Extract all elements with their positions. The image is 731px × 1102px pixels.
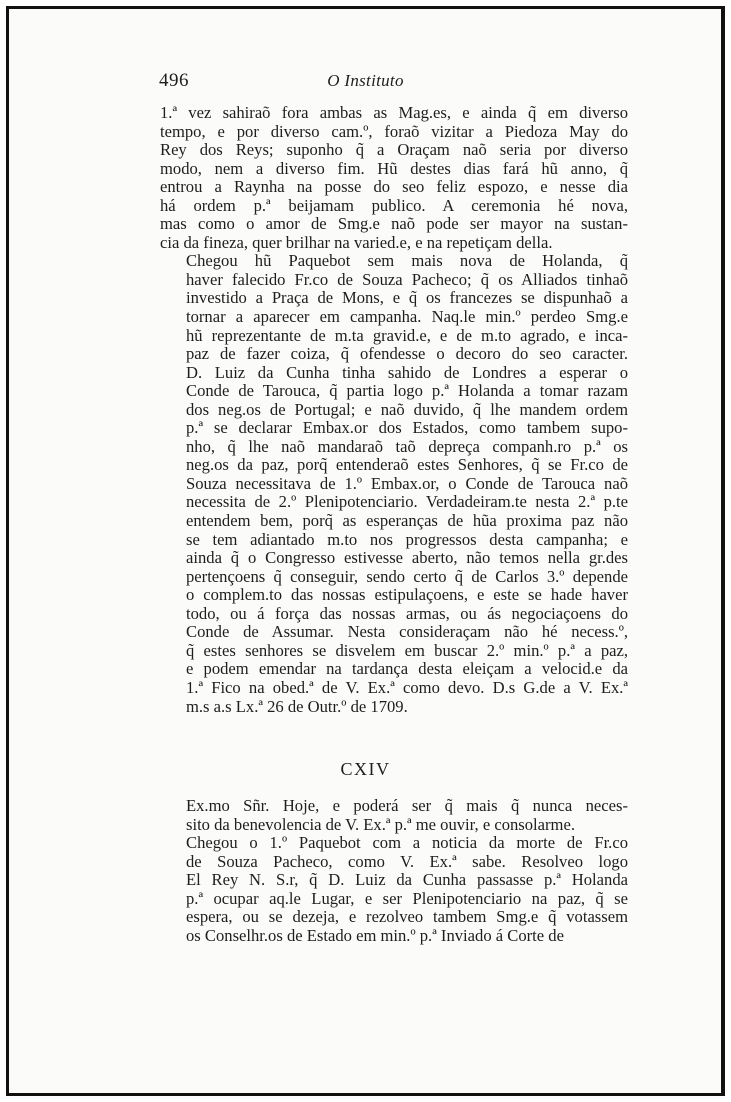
text-line: investido a Praça de Mons, e q̃ os francezes se dispunhaõ a <box>186 288 628 308</box>
letter-continued-text <box>160 104 628 716</box>
page-number: 496 <box>159 70 189 91</box>
text-line: todo, ou á força das nossas armas, ou ás negociaçoens do <box>186 603 628 623</box>
section-heading: CXIV <box>340 759 391 779</box>
text-line: Conde de Assumar. Nesta consideraçam não hé necess.º, <box>186 622 628 642</box>
text-line: Ex.mo Sñr. Hoje, e poderá ser q̃ mais q̃ nunca neces- <box>186 796 628 815</box>
text-line: tornar a aparecer em campanha. Naq.le min.º perdeo Smg.e <box>186 307 628 327</box>
text-line: mas como o amor de Smg.e naõ pode ser mayor na sustan- <box>160 214 628 234</box>
text-line: paz de fazer coiza, q̃ ofendesse o decoro do seo caracter. <box>186 344 628 364</box>
paragraph <box>160 797 628 834</box>
text-line: neg.os da paz, porq̃ entenderaõ estes Senhores, q̃ se Fr.co de <box>186 455 628 475</box>
text-line: os Conselhr.os de Estado em min.º p.ª Inviado á Corte de <box>186 925 564 945</box>
text-line: haver falecido Fr.co de Souza Pacheco; q̃ os Alliados tinhaõ <box>186 269 628 289</box>
text-line: hũ reprezentante de m.ta gravid.e, e de m.to agrado, e inca- <box>186 325 628 345</box>
text-line: Rey dos Reys; suponho q̃ a Oraçam naõ seria por diverso <box>160 140 628 160</box>
text-line: entendem bem, porq̃ as esperanças de hũa proxima paz não <box>186 511 628 531</box>
text-line: necessita de 2.º Plenipotenciario. Verdadeiram.te nesta 2.ª p.te <box>186 492 628 512</box>
text-line: ainda q̃ o Congresso estivesse aberto, não temos nella gr.des <box>186 548 628 568</box>
text-line: espera, ou se dezeja, e rezolveo tambem Smg.e q̃ votassem <box>186 907 628 927</box>
text-line: El Rey N. S.r, q̃ D. Luiz da Cunha passasse p.ª Holanda <box>186 870 628 890</box>
running-title: O Instituto <box>327 71 404 90</box>
text-line: p.ª se declarar Embax.or dos Estados, como tambem supo- <box>186 418 628 438</box>
page-header <box>0 70 731 94</box>
paragraph <box>160 834 628 945</box>
text-line: pertençoens q̃ conseguir, sendo certo q̃ de Carlos 3.º depende <box>186 566 628 586</box>
text-line: Chegou o 1.º Paquebot com a noticia da morte de Fr.co <box>186 833 628 853</box>
text-line: dos neg.os de Portugal; e naõ duvido, q̃ lhe mandem ordem <box>186 399 628 419</box>
text-line: modo, nem a diverso fim. Hũ destes dias fará hũ anno, q̃ <box>160 158 628 178</box>
text-line: sito da benevolencia de V. Ex.ª p.ª me ouvir, e consolarme. <box>186 814 575 834</box>
text-line: nho, q̃ lhe naõ mandaraõ taõ depreça companh.ro p.ª os <box>186 436 628 456</box>
new-letter-text <box>160 797 628 945</box>
text-line: D. Luiz da Cunha tinha sahido de Londres a esperar o <box>186 362 628 382</box>
paragraph <box>160 104 628 252</box>
text-line: cia da fineza, quer brilhar na varied.e, e na repetiçam della. <box>160 232 553 252</box>
text-line: o complem.to das nossas estipulaçoens, e este se hade haver <box>186 585 628 605</box>
text-line: de Souza Pacheco, como V. Ex.ª sabe. Resolveo logo <box>186 851 628 871</box>
text-line: m.s a.s Lx.ª 26 de Outr.º de 1709. <box>186 696 408 716</box>
text-line: se tem adiantado m.to nos progressos desta campanha; e <box>186 529 628 549</box>
text-line: Conde de Tarouca, q̃ partia logo p.ª Holanda a tomar razam <box>186 381 628 401</box>
text-line: p.ª ocupar aq.le Lugar, e ser Plenipotenciario na paz, q̃ se <box>186 888 628 908</box>
text-line: tempo, e por diverso cam.º, foraõ vizitar a Piedoza May do <box>160 121 628 141</box>
text-line: q̃ estes senhores se disvelem em buscar 2.º min.º p.ª a paz, <box>186 640 628 660</box>
text-line: entrou a Raynha na posse do seo feliz espozo, e nesse dia <box>160 177 628 197</box>
text-line: 1.ª vez sahiraõ fora ambas as Mag.es, e ainda q̃ em diverso <box>160 103 628 122</box>
text-line: 1.ª Fico na obed.ª de V. Ex.ª como devo. D.s G.de a V. Ex.ª <box>186 677 628 697</box>
text-line: Chegou hũ Paquebot sem mais nova de Holanda, q̃ <box>186 251 628 271</box>
text-line: e podem emendar na tardança desta eleiçam a velocid.e da <box>186 659 628 679</box>
text-line: há ordem p.ª beijamam publico. A ceremonia hé nova, <box>160 195 628 215</box>
text-line: Souza necessitava de 1.º Embax.or, o Conde de Tarouca naõ <box>186 473 628 493</box>
paragraph <box>160 252 628 716</box>
